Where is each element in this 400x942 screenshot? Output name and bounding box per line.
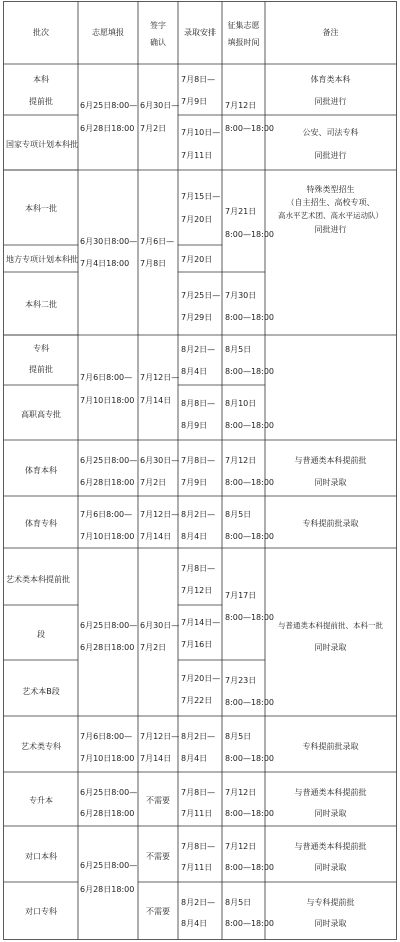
admit-a10a: 7月8日— <box>181 564 216 573</box>
collect-c2a: 7月21日 <box>225 207 257 216</box>
admit-a8a: 7月8日— <box>181 456 216 465</box>
fill-f5a: 7月6日8:00— <box>80 510 133 519</box>
fill-f3b: 7月10日18:00 <box>80 396 135 405</box>
fill-f4a: 6月25日8:00— <box>80 456 138 465</box>
batch-b10b: 段 <box>37 630 45 639</box>
note-n4b: 同时录取 <box>314 478 347 487</box>
sign-s2b: 7月8日 <box>140 259 167 268</box>
collect-c2b: 8:00—18:00 <box>225 230 275 239</box>
admit-a12a: 7月20日— <box>181 674 221 683</box>
collect-c9a: 7月23日 <box>225 676 257 685</box>
note-n2b: 同批进行 <box>314 151 347 160</box>
note-n8a: 与普通类本科提前批 <box>294 788 367 797</box>
note-n10b: 同时录取 <box>314 919 347 928</box>
header-fill: 志愿填报 <box>92 28 124 37</box>
collect-c5b: 8:00—18:00 <box>225 421 275 430</box>
admit-a10b: 7月12日 <box>181 586 213 595</box>
batch-b3: 本科一批 <box>25 204 57 213</box>
note-n2a: 公安、司法专科 <box>302 128 359 137</box>
collect-c1a: 7月12日 <box>225 101 257 110</box>
admit-a15b: 7月11日 <box>181 863 213 872</box>
batch-b6b: 提前批 <box>29 365 53 374</box>
sign-s5a: 7月12日— <box>140 510 180 519</box>
collect-c1b: 8:00—18:00 <box>225 124 275 133</box>
admit-a6a: 8月2日— <box>181 345 216 354</box>
sign-s6a: 6月30日— <box>140 621 180 630</box>
admit-a4: 7月20日 <box>181 255 213 264</box>
fill-f8b: 6月28日18:00 <box>80 809 135 818</box>
admit-a13a: 8月2日— <box>181 732 216 741</box>
admit-a9b: 8月4日 <box>181 532 208 541</box>
sign-s7a: 7月12日— <box>140 732 180 741</box>
admit-a13b: 8月4日 <box>181 754 208 763</box>
fill-f5b: 7月10日18:00 <box>80 532 135 541</box>
admit-a9a: 8月2日— <box>181 510 216 519</box>
fill-f1b: 6月28日18:00 <box>80 124 135 133</box>
fill-f9a: 6月25日8:00— <box>80 861 138 870</box>
collect-c6a: 7月12日 <box>225 456 257 465</box>
note-n3c: 高水平艺术团、高水平运动队） <box>278 211 383 220</box>
collect-c7a: 8月5日 <box>225 510 252 519</box>
batch-b15: 对口专科 <box>25 907 57 916</box>
collect-c3b: 8:00—18:00 <box>225 313 275 322</box>
batch-b12: 艺术类专科 <box>21 742 61 751</box>
admit-a5b: 7月29日 <box>181 313 213 322</box>
sign-s9: 不需要 <box>146 852 170 861</box>
batch-b6a: 专科 <box>33 344 49 353</box>
sign-s6b: 7月2日 <box>140 643 167 652</box>
header-admit: 录取安排 <box>184 28 216 37</box>
collect-c3a: 7月30日 <box>225 291 257 300</box>
admit-a12b: 7月22日 <box>181 696 213 705</box>
note-n9b: 同时录取 <box>314 863 347 872</box>
collect-c4b: 8:00—18:00 <box>225 367 275 376</box>
note-n8b: 同时录取 <box>314 809 347 818</box>
sign-s3a: 7月12日— <box>140 373 180 382</box>
sign-s7b: 7月14日 <box>140 754 172 763</box>
sign-s3b: 7月14日 <box>140 396 172 405</box>
fill-f8a: 6月25日8:00— <box>80 788 138 797</box>
fill-f1a: 6月25日8:00— <box>80 101 138 110</box>
note-n6a: 与普通类本科提前批、本科一批 <box>278 621 383 630</box>
collect-c11a: 7月12日 <box>225 788 257 797</box>
admit-a6b: 8月4日 <box>181 367 208 376</box>
batch-b8: 体育本科 <box>25 466 57 475</box>
collect-c10a: 8月5日 <box>225 732 252 741</box>
header-sign-2: 确认 <box>150 38 166 47</box>
fill-f3a: 7月6日8:00— <box>80 373 133 382</box>
admit-a7b: 8月9日 <box>181 421 208 430</box>
sign-s4b: 7月2日 <box>140 478 167 487</box>
header-collect-2: 填报时间 <box>227 38 260 47</box>
sign-s2a: 7月6日— <box>140 237 175 246</box>
note-n3a: 特殊类型招生 <box>306 185 355 194</box>
note-n9a: 与普通类本科提前批 <box>294 842 367 851</box>
batch-b7: 高职高专批 <box>21 410 61 419</box>
collect-c12a: 7月12日 <box>225 842 257 851</box>
collect-c8a: 7月17日 <box>225 591 257 600</box>
fill-f9b: 6月28日18:00 <box>80 885 135 894</box>
collect-c8b: 8:00—18:00 <box>225 613 275 622</box>
batch-b1b: 提前批 <box>29 97 53 106</box>
collect-c13a: 8月5日 <box>225 898 252 907</box>
batch-b9: 体育专科 <box>25 519 57 528</box>
header-sign-1: 签字 <box>150 21 166 30</box>
admit-a3a: 7月15日— <box>181 192 221 201</box>
collect-c6b: 8:00—18:00 <box>225 478 275 487</box>
note-n3b: （自主招生、高校专项、 <box>286 198 375 207</box>
batch-b14: 对口本科 <box>25 852 57 861</box>
admit-a2a: 7月10日— <box>181 128 221 137</box>
fill-f6a: 6月25日8:00— <box>80 621 138 630</box>
collect-c11b: 8:00—18:00 <box>225 809 275 818</box>
collect-c12b: 8:00—18:00 <box>225 863 275 872</box>
note-n5: 专科提前批录取 <box>302 519 359 528</box>
batch-b11: 艺术本B段 <box>22 687 60 696</box>
note-n3d: 同批进行 <box>314 225 347 234</box>
batch-b2: 国家专项计划本科批 <box>6 140 78 149</box>
note-n10a: 与专科提前批 <box>306 898 355 907</box>
batch-b5: 本科二批 <box>25 300 57 309</box>
admit-a15a: 7月8日— <box>181 842 216 851</box>
fill-f4b: 6月28日18:00 <box>80 478 135 487</box>
collect-c13b: 8:00—18:00 <box>225 919 275 928</box>
admit-a2b: 7月11日 <box>181 151 213 160</box>
admit-a14b: 7月11日 <box>181 809 213 818</box>
admit-a1a: 7月8日— <box>181 75 216 84</box>
admit-a11a: 7月14日— <box>181 618 221 627</box>
note-n1a: 体育类本科 <box>310 75 351 84</box>
collect-c9b: 8:00—18:00 <box>225 698 275 707</box>
admit-a16a: 8月2日— <box>181 898 216 907</box>
sign-s1a: 6月30日— <box>140 101 180 110</box>
note-n6b: 同时录取 <box>314 643 347 652</box>
fill-f7a: 7月6日8:00— <box>80 732 133 741</box>
sign-s1b: 7月2日 <box>140 124 167 133</box>
admit-a7a: 8月8日— <box>181 399 216 408</box>
sign-s4a: 6月30日— <box>140 456 180 465</box>
header-collect-1: 征集志愿 <box>227 21 260 30</box>
admit-a16b: 8月4日 <box>181 919 208 928</box>
batch-b13: 专升本 <box>29 796 53 805</box>
note-n4a: 与普通类本科提前批 <box>294 456 367 465</box>
admit-a8b: 7月9日 <box>181 478 208 487</box>
collect-c4a: 8月5日 <box>225 345 252 354</box>
admit-a3b: 7月20日 <box>181 215 213 224</box>
batch-b4: 地方专项计划本科批 <box>6 255 78 264</box>
collect-c7b: 8:00—18:00 <box>225 532 275 541</box>
sign-s8: 不需要 <box>146 796 170 805</box>
note-n1b: 同批进行 <box>314 97 347 106</box>
fill-f6b: 6月28日18:00 <box>80 643 135 652</box>
admit-a11b: 7月16日 <box>181 640 213 649</box>
collect-c5a: 8月10日 <box>225 399 257 408</box>
header-batch: 批次 <box>33 28 49 37</box>
admit-a5a: 7月25日— <box>181 291 221 300</box>
fill-f2a: 6月30日8:00— <box>80 237 138 246</box>
fill-f7b: 7月10日18:00 <box>80 754 135 763</box>
sign-s10: 不需要 <box>146 907 170 916</box>
header-note: 备注 <box>322 28 339 37</box>
sign-s5b: 7月14日 <box>140 532 172 541</box>
note-n7: 专科提前批录取 <box>302 742 359 751</box>
admit-a1b: 7月9日 <box>181 97 208 106</box>
admit-a14a: 7月8日— <box>181 788 216 797</box>
fill-f2b: 7月4日18:00 <box>80 259 130 268</box>
batch-b1a: 本科 <box>33 75 49 84</box>
batch-b10a: 艺术类本科提前批 <box>6 575 70 584</box>
collect-c10b: 8:00—18:00 <box>225 754 275 763</box>
